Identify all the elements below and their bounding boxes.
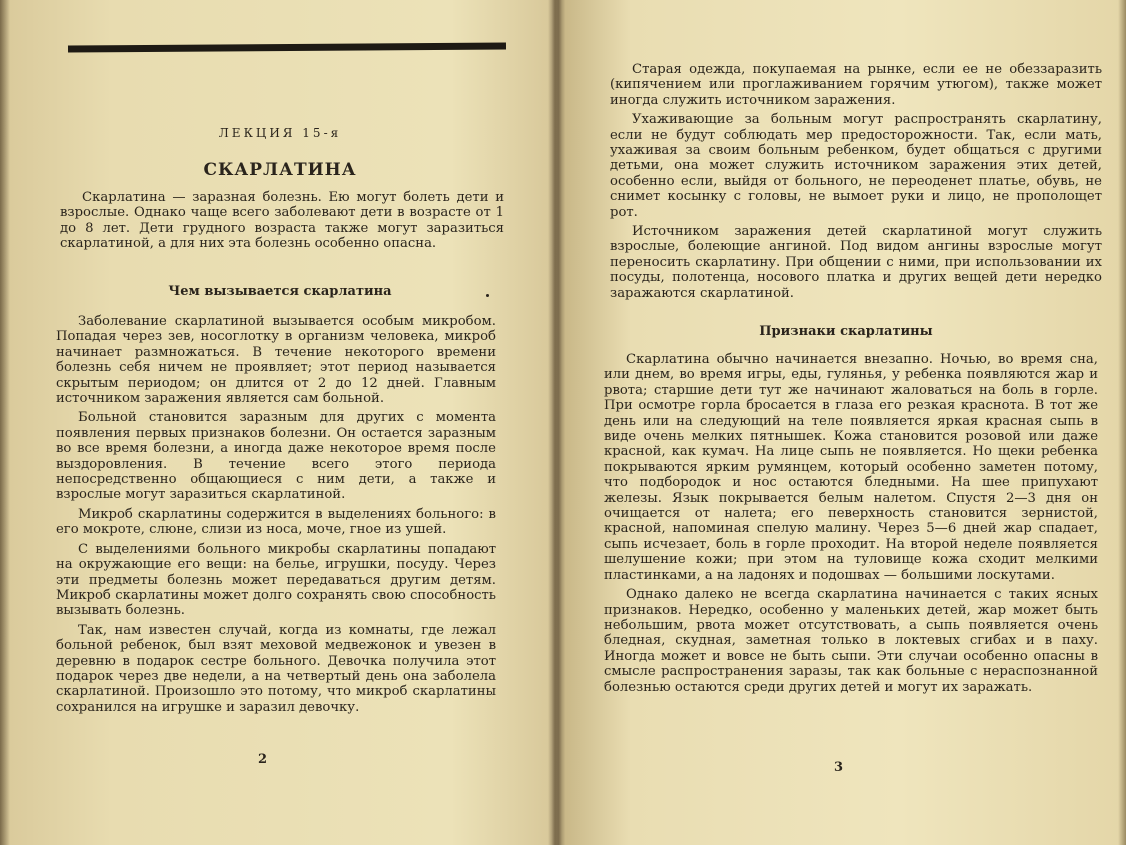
left-page [0,0,548,845]
paragraph: Так, нам известен случай, когда из комнаты, где лежал больной ребенок, был взят меховой медвежонок и увезен в деревню в подарок сестре больного. Девочка получила этот подарок через две недели, а на четвертый день она заболела скарлатиной. Произошло это потому, что микроб скарлатины сохранился на игрушке и заразил девочку. [56,622,496,715]
paragraph: Однако далеко не всегда скарлатина начинается с таких ясных признаков. Нередко, особенно у маленьких детей, жар может быть небольшим, рвота может отсутствовать, а сыпь появляется очень бледная, скудная, заметная только в локтевых сгибах и в паху. Иногда может и вовсе не быть сыпи. Эти случаи особенно опасны в смысле распространения заразы, так как больные с нераспознанной болезнью остаются среди других детей и могут их заражать. [604,587,1098,695]
paragraph: Источником заражения детей скарлатиной могут служить взрослые, болеющие ангиной. Под видом ангины взрослые могут переносить скарлатину. При общении с ними, при использовании их посуды, полотенца, носового платка и других вещей дети нередко заражаются скарлатиной. [610,224,1102,301]
symptoms-text [604,352,1098,699]
paragraph: Заболевание скарлатиной вызывается особым микробом. Попадая через зев, носоглотку в организм человека, микроб начинает размножаться. В течение некоторого времени болезнь себя ничем не проявляет; этот период называется скрытым периодом; он длится от 2 до 12 дней. Главным источником заражения является сам больной. [56,314,496,407]
paragraph: С выделениями больного микробы скарлатины попадают на окружающие его вещи: на белье, игрушки, посуду. Через эти предметы болезнь может передаваться другим детям. Микроб скарлатины может долго сохранять свою способность вызывать болезнь. [56,541,496,619]
intro-paragraph: Скарлатина — заразная болезнь. Ею могут болеть дети и взрослые. Однако чаще всего заболевают дети в возрасте от 1 до 8 лет. Дети грудного возраста также могут заразиться скарлатиной, а для них эта болезнь особенно опасна. [60,190,504,252]
paragraph: Больной становится заразным для других с момента появления первых признаков болезни. Он остается заразным во все время болезни, а иногда даже некоторое время после выздоровления. В течение всего этого периода непосредственно общающиеся с ним дети, а также и взрослые могут заразиться скарлатиной. [56,410,496,503]
header-rule [68,42,506,52]
lecture-label: ЛЕКЦИЯ 15-я [218,126,342,140]
ink-speck [486,294,489,297]
page-number-right: 3 [834,760,844,775]
book-gutter [548,0,562,845]
right-page [562,0,1126,845]
paragraph: Скарлатина обычно начинается внезапно. Ночью, во время сна, или днем, во время игры, еды, гулянья, у ребенка появляются жар и рвота; старшие дети тут же начинают жаловаться на боль в горле. При осмотре горла бросается в глаза его резкая краснота. В тот же день или на следующий на теле появляется яркая красная сыпь в виде очень мелких пятнышек. Кожа становится розовой или даже красной, как кумач. На лице сыпь не появляется. Но щеки ребенка покрываются ярким румянцем, который особенно заметен потому, что подбородок и нос остаются бледными. На шее припухают железы. Язык покрывается белым налетом. Спустя 2—3 дня он очищается от налета; его певерхность становится зернистой, красной, напоминая спелую малину. Через 5—6 дней жар спадает, сыпь исчезает, боль в горле проходит. На второй неделе появляется шелушение кожи; при этом на туловище кожа сходит мелкими пластинками, а на ладонях и подошвах — большими лоскутами. [604,352,1098,583]
intro-text [60,190,504,256]
chapter-title: СКАРЛАТИНА [203,160,357,180]
paragraph: Старая одежда, покупаемая на рынке, если ее не обеззаразить (кипячением или проглаживанием горячим утюгом), также может иногда служить источником заражения. [610,62,1102,108]
section-title-causes: Чем вызывается скарлатина [168,284,392,299]
page-number-left: 2 [258,752,268,767]
paragraph: Микроб скарлатины содержится в выделениях больного: в его мокроте, слюне, слизи из носа, моче, гное из ушей. [56,506,496,538]
causes-text [56,314,496,719]
section-title-symptoms: Признаки скарлатины [759,324,933,339]
paragraph: Ухаживающие за больным могут распространять скарлатину, если не будут соблюдать мер предосторожности. Так, если мать, ухаживая за своим больным ребенком, будет общаться с другими детьми, она может служить источником заражения этих детей, особенно если, выйдя от больного, не переоденет платье, обувь, не снимет косынку с головы, не вымоет руки и лицо, не прополощет рот. [610,112,1102,220]
transmission-text [610,62,1102,305]
